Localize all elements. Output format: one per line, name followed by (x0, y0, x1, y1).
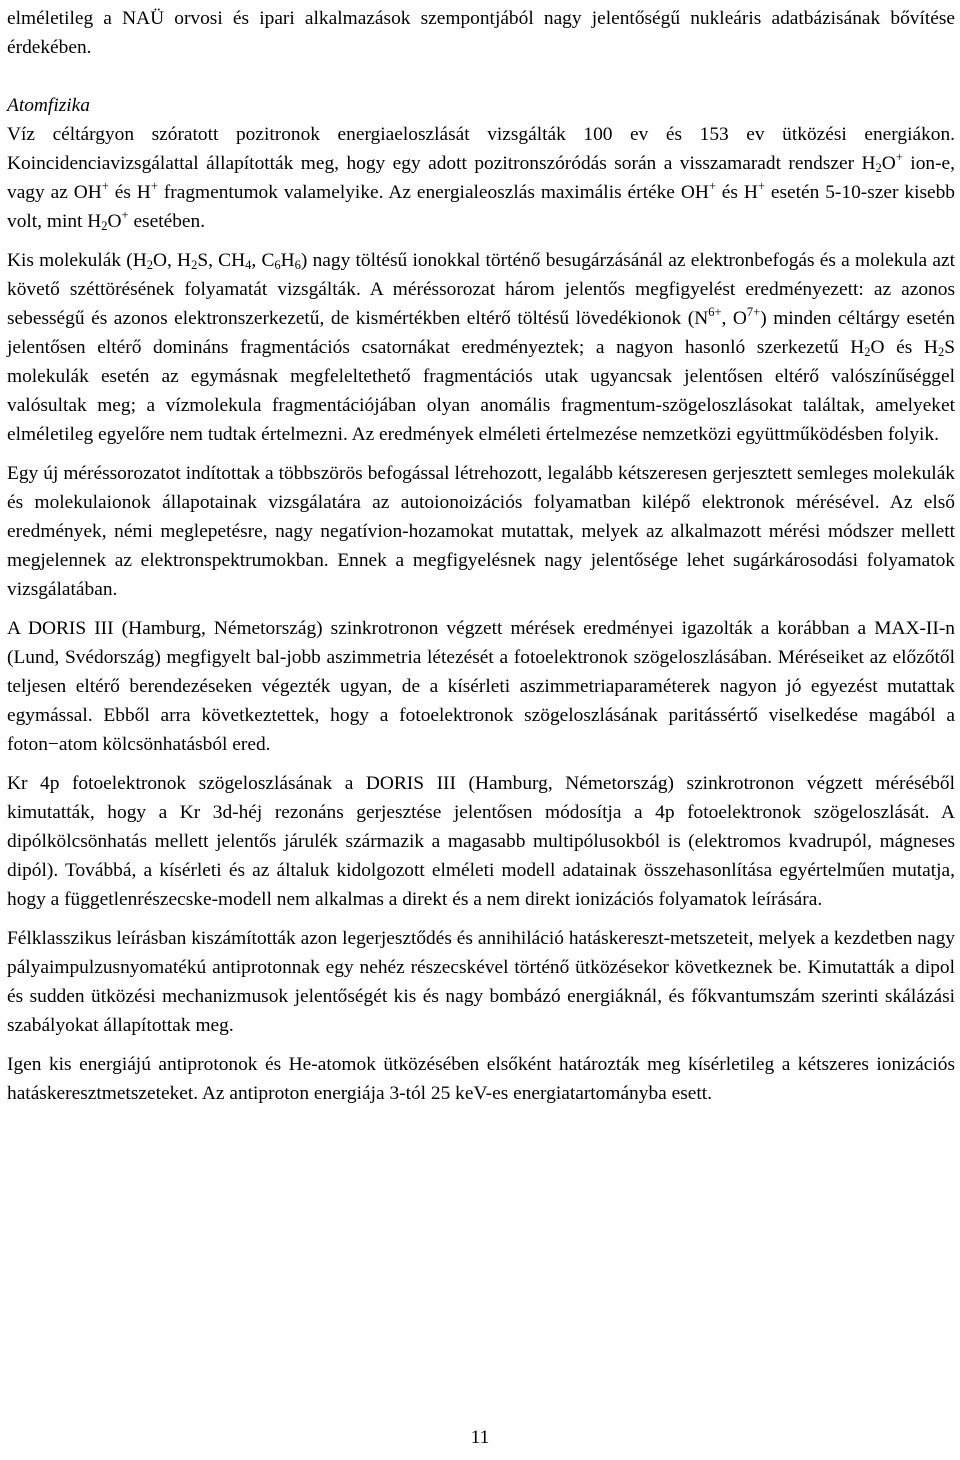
paragraph-doris-asymmetry: A DORIS III (Hamburg, Németország) szinkrotronon végzett mérések eredményei igazolták a korábban a MAX-II-n (Lund, Svédország) megfigyelt bal-jobb aszimmetria létezését a fotoelektronok szögeloszlásában. Méréseiket az előzőtől teljesen eltérő berendezéseken végezték ugyan, de a kísérleti aszimmetriaparaméterek nagyon jó egyezést mutattak egymással. Ebből arra következtettek, hogy a fotoelektronok szögeloszlásának paritássértő viselkedése magából a foton−atom kölcsönhatásból ered. (7, 618, 955, 755)
page-body (7, 4, 955, 1108)
page-number: 11 (470, 1427, 490, 1448)
paragraph-multiple-capture: Egy új méréssorozatot indítottak a többszörös befogással létrehozott, legalább kétszeresen gerjesztett semleges molekulák és molekulaionok állapotainak vizsgálatára az autoionoizációs folyamatban kilépő elektronok mérésével. Az első eredmények, némi meglepetésre, nagy negatívion-hozamokat mutattak, melyek az alkalmazott mérési módszer mellett megjelennek az elektronspektrumokban. Ennek a megfigyelésnek nagy jelentősége lehet sugárkárosodási folyamatok vizsgálatában. (7, 463, 955, 600)
paragraph-positron-scattering: Víz céltárgyon szóratott pozitronok energiaeloszlását vizsgálták 100 ev és 153 ev ütközési energiákon. Koincidenciavizsgálattal állapították meg, hogy egy adott pozitronszóródás során a visszamaradt rendszer $H_2O^+$ ion-e, vagy az OH+ és H+ fragmentumok valamelyike. Az energialeoszlás maximális értéke OH+ és H+ esetén 5-10-szer kisebb volt, mint $H_2O^+$ esetében. (7, 124, 955, 233)
intro-paragraph: elméletileg a NAÜ orvosi és ipari alkalmazások szempontjából nagy jelentőségű nukleáris adatbázisának bővítése érdekében. (7, 8, 955, 58)
paragraph-semiclassical: Félklasszikus leírásban kiszámították azon legerjesztődés és annihiláció hatáskereszt-metszeteit, melyek a kezdetben nagy pályaimpulzusnyomatékú antiprotonnak egy nehéz részecskével történő ütközésekor következnek be. Kimutatták a dipol és sudden ütközési mechanizmusok jelentőségét kis és nagy bombázó energiáknál, és főkvantumszám szerinti skálázási szabályokat állapítottak meg. (7, 928, 955, 1036)
paragraph-kr-photoelectrons: Kr 4p fotoelektronok szögeloszlásának a DORIS III (Hamburg, Németország) szinkrotronon végzett méréséből kimutatták, hogy a Kr 3d-héj rezonáns gerjesztése jelentősen módosítja a 4p fotoelektronok szögeloszlását. A dipólkölcsönhatás mellett jelentős járulék származik a magasabb multipólusokból is (elektromos kvadrupól, mágneses dipól). Továbbá, a kísérleti és az általuk kidolgozott elméleti modell adatainak összehasonlítása egyértelműen mutatja, hogy a függetlenrészecske-modell nem alkalmas a direkt és a nem direkt ionizációs folyamatok leírására. (7, 773, 955, 910)
paragraph-antiprotons: Igen kis energiájú antiprotonok és He-atomok ütközésében elsőként határozták meg kísérletileg a kétszeres ionizációs hatáskeresztmetszeteket. Az antiproton energiája 3-tól 25 keV-es energiatartományba esett. (7, 1054, 955, 1104)
section-heading: Atomfizika (7, 95, 90, 116)
paragraph-small-molecules: Kis molekulák ($H_2O$, $H_2S$, $CH_4$, $C_6H_6$) nagy töltésű ionokkal történő besugárzásánál az elektronbefogás és a molekula azt követő széttörésének folyamatát vizsgálták. A méréssorozat három jelentős megfigyelést eredményezett: az azonos sebességű és azonos elektronszerkezetű, de kismértékben eltérő töltésű lövedékionok ($N^{6+}$, $O^{7+}$) minden céltárgy esetén jelentősen eltérő domináns fragmentációs csatornákat eredményeztek; a nagyon hasonló szerkezetű $H_2O$ és $H_2S$ molekulák esetén az egymásnak megfeleltethető fragmentációs utak ugyancsak jelentősen eltérő valószínűséggel valósultak meg; a vízmolekula fragmentációjában olyan anomális fragmentum-szögeloszlásokat találtak, amelyeket elméletileg egyelőre nem tudtak értelmezni. Az eredmények elméleti értelmezése nemzetközi együttműködésben folyik. (7, 250, 955, 445)
